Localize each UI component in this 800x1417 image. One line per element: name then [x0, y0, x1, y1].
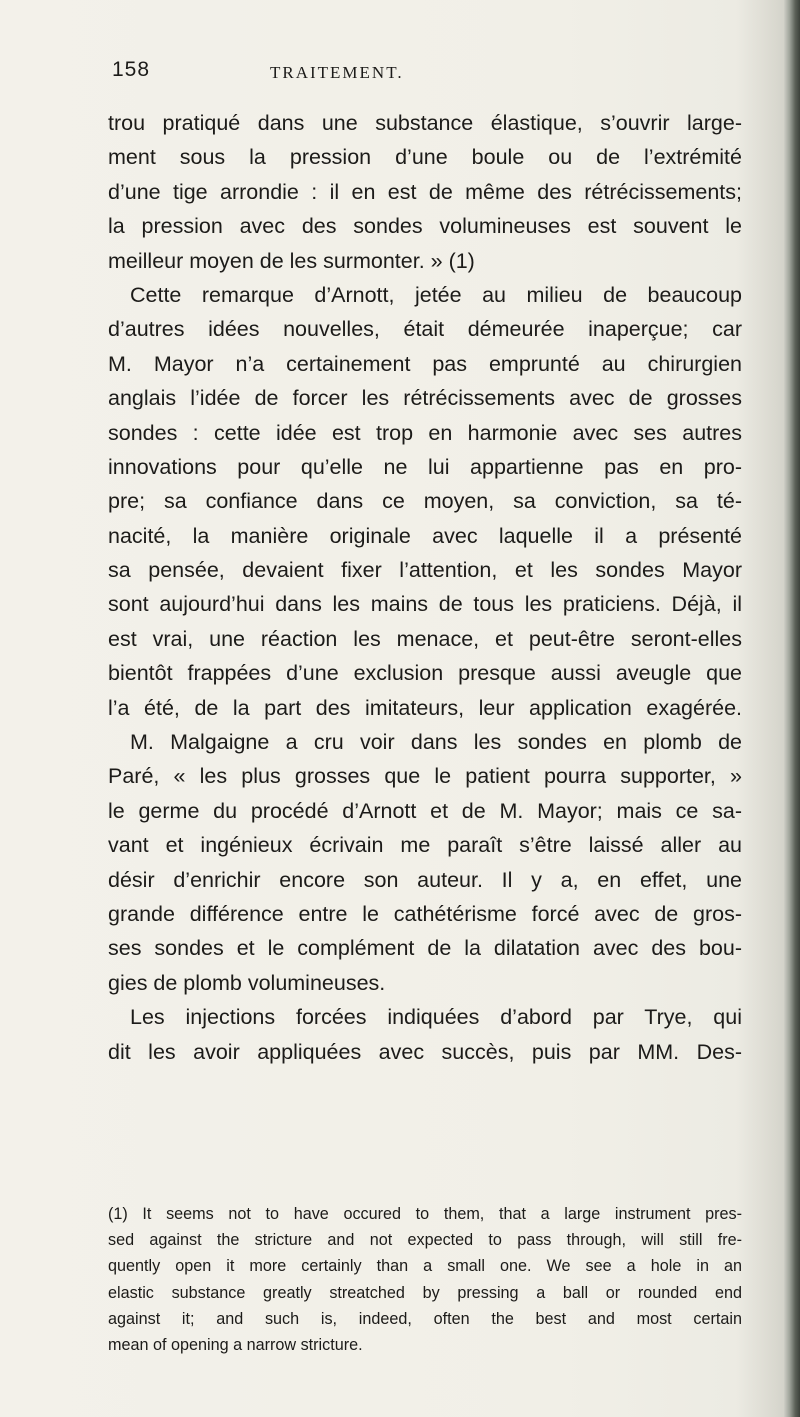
page-number: 158: [112, 58, 151, 81]
text-line: nacité, la manière originale avec laquelle il a présenté: [108, 523, 742, 548]
text-line: anglais l’idée de forcer les rétrécissements avec de grosses: [108, 386, 742, 411]
text-line: innovations pour qu’elle ne lui appartienne pas en pro-: [108, 454, 742, 479]
footnotes: [108, 1201, 742, 1358]
text-line: Cette remarque d’Arnott, jetée au milieu de beaucoup: [130, 282, 742, 307]
text-line: le germe du procédé d’Arnott et de M. Mayor; mais ce sa-: [108, 798, 742, 823]
text-line: bientôt frappées d’une exclusion presque aussi aveugle que: [108, 661, 742, 686]
text-line: d’autres idées nouvelles, était démeurée inaperçue; car: [108, 317, 742, 342]
footnote-line: against it; and such is, indeed, often the best and most certain: [108, 1309, 742, 1328]
text-line: sont aujourd’hui dans les mains de tous les praticiens. Déjà, il: [108, 592, 742, 617]
footnote-line: mean of opening a narrow stricture.: [108, 1335, 363, 1354]
text-line: ses sondes et le complément de la dilatation avec des bou-: [108, 936, 742, 961]
text-line: grande différence entre le cathétérisme forcé avec de gros-: [108, 901, 742, 926]
text-line: désir d’enrichir encore son auteur. Il y a, en effet, une: [108, 867, 742, 892]
text-line: Les injections forcées indiquées d’abord par Trye, qui: [130, 1005, 742, 1030]
text-line: sa pensée, devaient fixer l’attention, et les sondes Mayor: [108, 558, 742, 583]
text-line: vant et ingénieux écrivain me paraît s’être laissé aller au: [108, 833, 742, 858]
text-line: Paré, « les plus grosses que le patient pourra supporter, »: [108, 764, 742, 789]
page-header: [112, 58, 742, 88]
text-line: ment sous la pression d’une boule ou de l’extrémité: [108, 145, 742, 170]
text-line: d’une tige arrondie : il en est de même des rétrécissements;: [108, 179, 742, 204]
text-line: pre; sa confiance dans ce moyen, sa conviction, sa té-: [108, 489, 742, 514]
text-line: est vrai, une réaction les menace, et peut-être seront-elles: [108, 626, 742, 651]
footnote-line: sed against the stricture and not expected to pass through, will still fre-: [108, 1231, 742, 1250]
text-line: M. Mayor n’a certainement pas emprunté au chirurgien: [108, 351, 742, 376]
text-line: gies de plomb volumineuses.: [108, 970, 386, 995]
text-line: meilleur moyen de les surmonter. » (1): [108, 248, 475, 273]
book-binding-edge: [784, 0, 800, 1417]
footnote-line: (1) It seems not to have occured to them, that a large instrument pres-: [108, 1205, 742, 1223]
text-line: trou pratiqué dans une substance élastique, s’ouvrir large-: [108, 111, 742, 135]
text-line: la pression avec des sondes volumineuses est souvent le: [108, 214, 742, 239]
footnote-line: elastic substance greatly streatched by pressing a ball or rounded end: [108, 1283, 742, 1302]
text-line: sondes : cette idée est trop en harmonie avec ses autres: [108, 420, 742, 445]
running-head: TRAITEMENT.: [270, 63, 404, 82]
text-line: dit les avoir appliquées avec succès, puis par MM. Des-: [108, 1039, 742, 1064]
body-text: [108, 106, 742, 1069]
text-line: M. Malgaigne a cru voir dans les sondes en plomb de: [130, 730, 742, 755]
text-line: l’a été, de la part des imitateurs, leur application exagérée.: [108, 695, 742, 720]
footnote-line: quently open it more certainly than a small one. We see a hole in an: [108, 1257, 742, 1276]
